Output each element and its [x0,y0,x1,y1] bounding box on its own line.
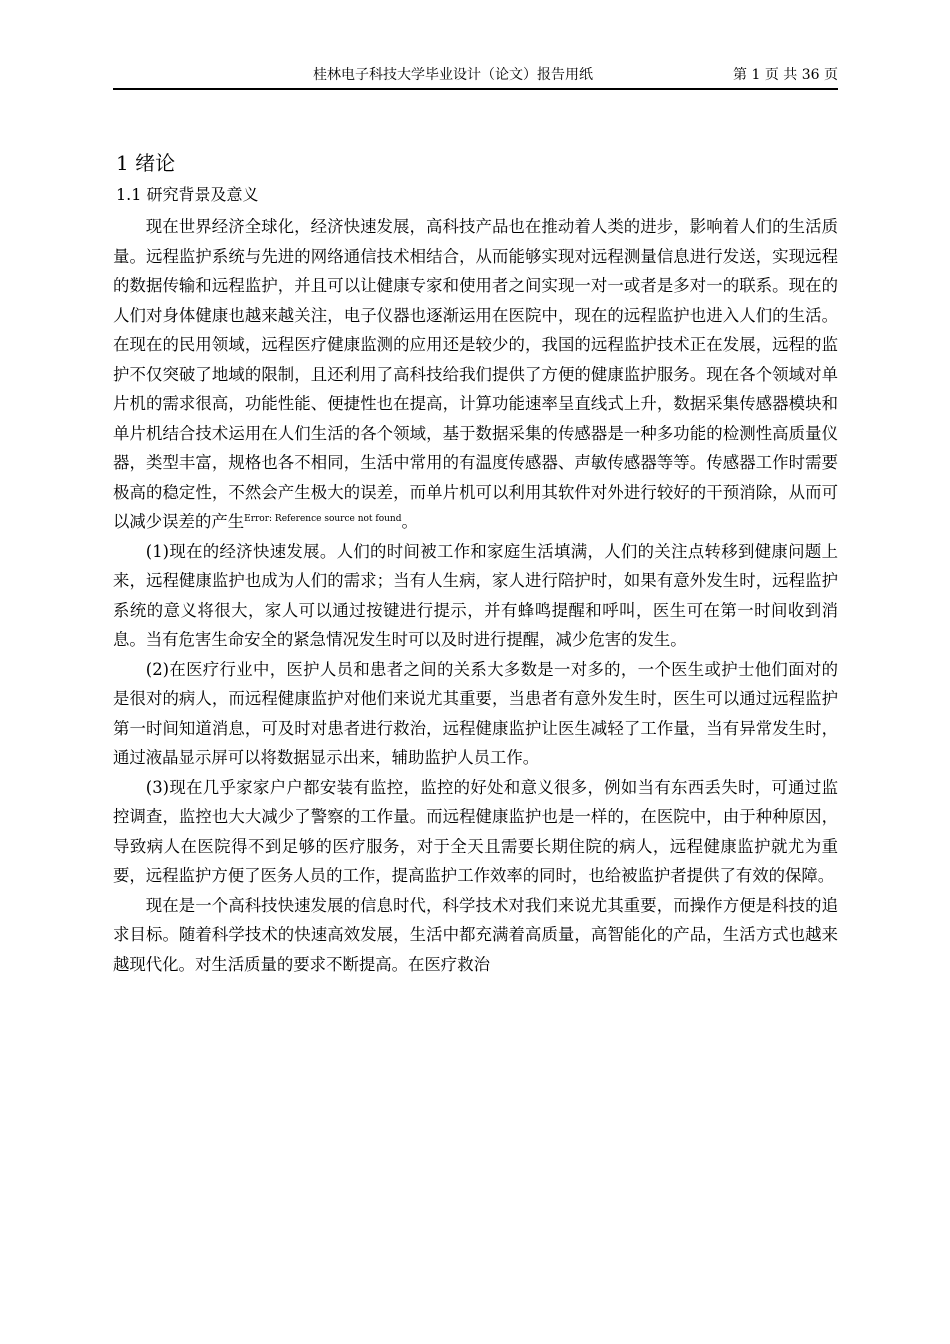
paragraph-point-3: (3)现在几乎家家户户都安装有监控，监控的好处和意义很多，例如当有东西丢失时，可通过监控调查，监控也大大减少了警察的工作量。而远程健康监护也是一样的，在医院中，由于种种原因，导致病人在医院得不到足够的医疗服务，对于全天且需要长期住院的病人，远程健康监护就尤为重要，远程监护方便了医务人员的工作，提高监护工作效率的同时，也给被监护者提供了有效的保障。 [113,777,838,885]
paragraph-text: 现在世界经济全球化，经济快速发展，高科技产品也在推动着人类的进步，影响着人们的生活质量。远程监护系统与先进的网络通信技术相结合，从而能够实现对远程测量信息进行发送，实现远程的数据传输和远程监护，并且可以让健康专家和使用者之间实现一对一或者是多对一的联系。现在的人们对身体健康也越来越关注，电子仪器也逐渐运用在医院中，现在的远程监护也进入人们的生活。在现在的民用领域，远程医疗健康监测的应用还是较少的，我国的远程监护技术正在发展，远程的监护不仅突破了地域的限制，且还利用了高科技给我们提供了方便的健康监护服务。现在各个领域对单片机的需求很高，功能性能、便捷性也在提高，计算功能速率呈直线式上升，数据采集传感器模块和单片机结合技术运用在人们生活的各个领域，基于数据采集的传感器是一种多功能的检测性高质量仪器，类型丰富，规格也各不相同，生活中常用的有温度传感器、声敏传感器等等。传感器工作时需要极高的稳定性，不然会产生极大的误差，而单片机可以利用其软件对外进行较好的干预消除，从而可以减少误差的产生 [113,217,838,531]
chapter-title: 1 绪论 [116,151,176,175]
body-text [113,212,838,979]
paragraph-tail: 。 [401,512,418,531]
section-title: 1.1 研究背景及意义 [116,185,259,204]
page-header [113,66,838,90]
paragraph-conclusion: 现在是一个高科技快速发展的信息时代，科学技术对我们来说尤其重要，而操作方便是科技的追求目标。随着科学技术的快速高效发展，生活中都充满着高质量，高智能化的产品，生活方式也越来越现代化。对生活质量的要求不断提高。在医疗救治 [113,895,838,974]
reference-error-note: Error: Reference source not found [244,514,402,524]
paragraph-background [113,212,838,537]
header-title: 桂林电子科技大学毕业设计（论文）报告用纸 [313,67,593,83]
header-page-info: 第 1 页 共 36 页 [733,67,838,83]
paragraph-point-1: (1)现在的经济快速发展。人们的时间被工作和家庭生活填满，人们的关注点转移到健康问题上来，远程健康监护也成为人们的需求；当有人生病，家人进行陪护时，如果有意外发生时，远程监护系统的意义将很大，家人可以通过按键进行提示，并有蜂鸣提醒和呼叫，医生可在第一时间收到消息。当有危害生命安全的紧急情况发生时可以及时进行提醒，减少危害的发生。 [113,541,838,649]
paragraph-point-2: (2)在医疗行业中，医护人员和患者之间的关系大多数是一对多的，一个医生或护士他们面对的是很对的病人，而远程健康监护对他们来说尤其重要，当患者有意外发生时，医生可以通过远程监护第一时间知道消息，可及时对患者进行救治，远程健康监护让医生减轻了工作量，当有异常发生时，通过液晶显示屏可以将数据显示出来，辅助监护人员工作。 [113,659,838,767]
